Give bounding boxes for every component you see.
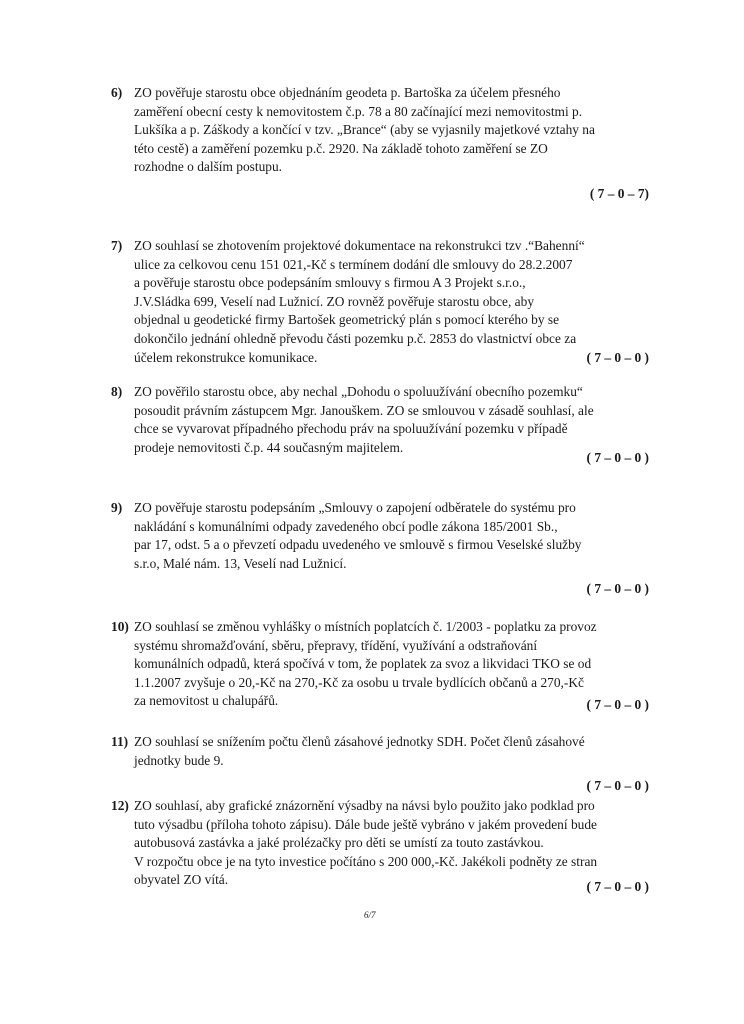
text-line: prodeje nemovitosti č.p. 44 současným majitelem. bbox=[134, 439, 404, 455]
text-line: nakládání s komunálními odpady zavedeného obcí podle zákona 185/2001 Sb., bbox=[134, 518, 558, 534]
text-line: rozhodne o dalším postupu. bbox=[134, 159, 283, 175]
page-number: 6/7 bbox=[364, 910, 376, 920]
text-line: par 17, odst. 5 a o převzetí odpadu uvedeného ve smlouvě s firmou Veselské služby bbox=[134, 537, 582, 553]
resolution-item-10 bbox=[111, 618, 651, 711]
vote-result-6: ( 7 – 0 – 7) bbox=[589, 186, 649, 201]
item-number: 8) bbox=[111, 384, 123, 399]
vote-result-7: ( 7 – 0 – 0 ) bbox=[586, 350, 649, 365]
text-line: autobusová zastávka a jaké prolézačky pro děti se umístí za touto zastávkou. bbox=[134, 835, 544, 851]
text-line: ZO souhlasí se snížením počtu členů zásahové jednotky SDH. Počet členů zásahové bbox=[134, 734, 585, 749]
vote-result-10: ( 7 – 0 – 0 ) bbox=[586, 697, 649, 712]
text-line: ZO souhlasí se změnou vyhlášky o místních poplatcích č. 1/2003 - poplatku za provoz bbox=[134, 619, 597, 634]
text-line: zaměření obecní cesty k nemovitostem č.p. 78 a 80 začínající mezi nemovitostmi p. bbox=[134, 103, 583, 119]
text-line: systému shromažďování, sběru, přepravy, třídění, využívání a odstraňování bbox=[134, 637, 538, 653]
resolution-item-6 bbox=[111, 84, 651, 177]
resolution-item-11 bbox=[111, 733, 651, 770]
text-line: účelem rekonstrukce komunikace. bbox=[134, 349, 318, 365]
text-line: chce se vyvarovat případného přechodu práv na spoluužívání pozemku v případě bbox=[134, 421, 568, 437]
text-line: posoudit právním zástupcem Mgr. Janouškem. ZO se smlouvou v zásadě souhlasí, ale bbox=[134, 402, 594, 418]
text-line: dokončilo jednání ohledně převodu části pozemku p.č. 2853 do vlastnictví obce za bbox=[134, 330, 577, 346]
vote-result-8: ( 7 – 0 – 0 ) bbox=[586, 450, 649, 465]
resolution-item-12 bbox=[111, 797, 651, 890]
text-line: s.r.o, Malé nám. 13, Veselí nad Lužnicí. bbox=[134, 555, 347, 571]
resolution-item-8 bbox=[111, 383, 651, 457]
resolution-item-9 bbox=[111, 499, 651, 573]
text-line: tuto výsadbu (příloha tohoto zápisu). Dále bude ještě vybráno v jakém provedení bude bbox=[134, 816, 597, 832]
text-line: této cestě) a zaměření pozemku p.č. 2920. Na základě tohoto zaměření se ZO bbox=[134, 140, 548, 156]
text-line: ulice za celkovou cenu 151 021,-Kč s termínem dodání dle smlouvy do 28.2.2007 bbox=[134, 256, 573, 272]
text-line: V rozpočtu obce je na tyto investice počítáno s 200 000,-Kč. Jakékoli podněty ze stran bbox=[134, 853, 598, 869]
item-number: 7) bbox=[111, 238, 123, 253]
item-number: 9) bbox=[111, 500, 123, 515]
text-line: ZO pověřuje starostu podepsáním „Smlouvy o zapojení odběratele do systému pro bbox=[134, 500, 576, 515]
resolution-item-7 bbox=[111, 237, 651, 367]
item-number: 11) bbox=[111, 734, 129, 749]
text-line: objednal u geodetické firmy Bartošek geometrický plán s pomocí kterého by se bbox=[134, 312, 560, 328]
text-line: 1.1.2007 zvyšuje o 20,-Kč na 270,-Kč za osobu u trvale bydlících občanů a 270,-Kč bbox=[134, 674, 584, 690]
item-number: 10) bbox=[111, 619, 129, 634]
vote-result-9: ( 7 – 0 – 0 ) bbox=[586, 581, 649, 596]
item-number: 6) bbox=[111, 85, 123, 100]
text-line: a pověřuje starostu obce podepsáním smlouvy s firmou A 3 Projekt s.r.o., bbox=[134, 275, 526, 291]
text-line: ZO souhlasí se zhotovením projektové dokumentace na rekonstrukci tzv .“Bahenní“ bbox=[134, 238, 585, 253]
vote-result-12: ( 7 – 0 – 0 ) bbox=[586, 879, 649, 894]
text-line: obyvatel ZO vítá. bbox=[134, 872, 229, 888]
text-line: ZO souhlasí, aby grafické znázornění výsadby na návsi bylo použito jako podklad pro bbox=[134, 798, 595, 813]
text-line: jednotky bude 9. bbox=[134, 752, 224, 768]
vote-result-11: ( 7 – 0 – 0 ) bbox=[586, 778, 649, 793]
text-line: Lukšíka a p. Záškody a končící v tzv. „Brance“ (aby se vyjasnily majetkové vztahy na bbox=[134, 122, 595, 138]
text-line: J.V.Sládka 699, Veselí nad Lužnicí. ZO rovněž pověřuje starostu obce, aby bbox=[134, 293, 535, 309]
item-number: 12) bbox=[111, 798, 129, 813]
text-line: komunálních odpadů, která spočívá v tom, že poplatek za svoz a likvidaci TKO se od bbox=[134, 656, 592, 672]
text-line: ZO pověřuje starostu obce objednáním geodeta p. Bartoška za účelem přesného bbox=[134, 85, 561, 100]
text-line: ZO pověřilo starostu obce, aby nechal „Dohodu o spoluužívání obecního pozemku“ bbox=[134, 384, 583, 399]
text-line: za nemovitost u chalupářů. bbox=[134, 693, 279, 709]
